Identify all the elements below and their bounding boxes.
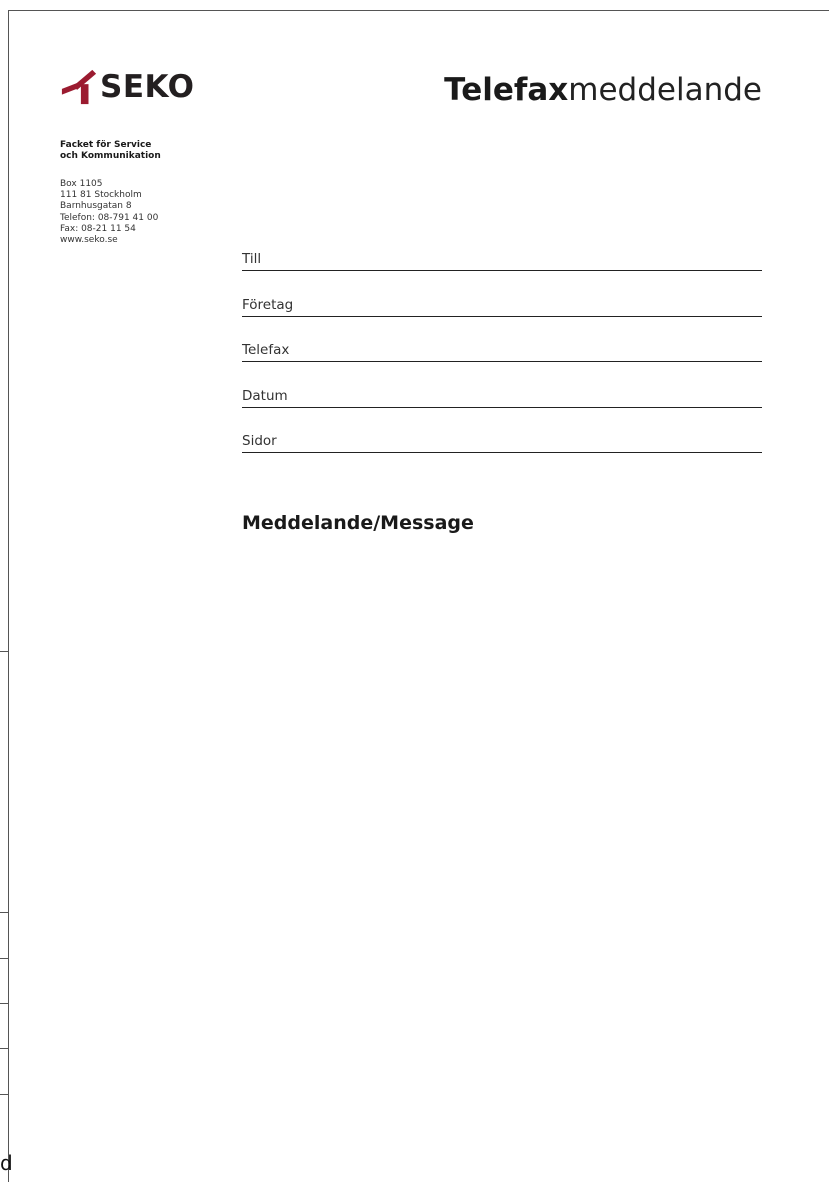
field-datum[interactable]	[242, 387, 762, 408]
address-line: Fax: 08-21 11 54	[60, 223, 136, 234]
field-label: Till	[242, 251, 262, 267]
field-label: Företag	[242, 297, 294, 313]
fold-mark	[0, 1003, 8, 1004]
address-line: Barnhusgatan 8	[60, 201, 132, 212]
fold-mark	[0, 912, 8, 913]
address-line: Box 1105	[60, 179, 103, 189]
document-title	[444, 72, 762, 108]
seko-logo	[60, 66, 195, 108]
message-heading: Meddelande/Message	[242, 512, 474, 534]
field-foretag[interactable]	[242, 296, 762, 317]
field-till[interactable]	[242, 250, 762, 271]
title-light-part: meddelande	[568, 72, 762, 108]
title-bold-part: Telefax	[444, 72, 569, 108]
organization-name	[60, 140, 161, 162]
fold-mark	[0, 651, 8, 652]
fold-mark	[0, 1048, 8, 1049]
address-line: www.seko.se	[60, 235, 118, 246]
address-line: Telefon: 08-791 41 00	[60, 212, 159, 223]
corner-glyph: d	[0, 1151, 13, 1175]
fold-mark	[0, 1094, 8, 1095]
field-label: Sidor	[242, 433, 277, 449]
field-label: Datum	[242, 388, 288, 404]
logo-wordmark: SEKO	[100, 69, 195, 105]
address-line: 111 81 Stockholm	[60, 190, 142, 201]
field-telefax[interactable]	[242, 341, 762, 362]
field-sidor[interactable]	[242, 432, 762, 453]
organization-line: och Kommunikation	[60, 151, 161, 161]
field-label: Telefax	[242, 342, 290, 358]
address-block	[60, 179, 158, 246]
page-frame-top	[8, 10, 829, 11]
seko-logo-mark-icon	[60, 68, 98, 106]
fold-mark	[0, 958, 8, 959]
page-frame-left	[8, 10, 9, 1182]
organization-line: Facket för Service	[60, 140, 152, 150]
